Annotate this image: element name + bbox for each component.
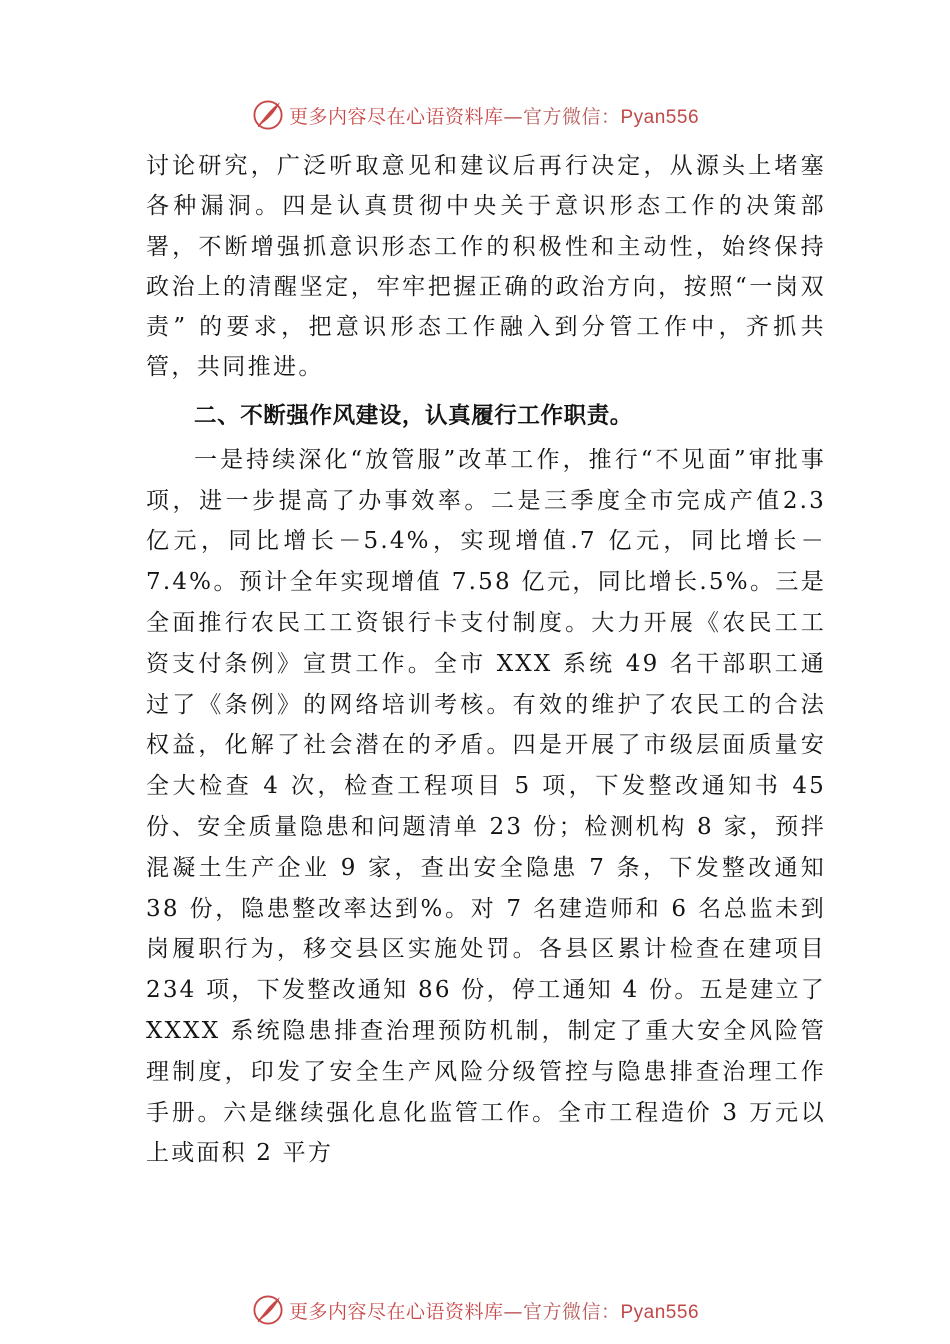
watermark-text <box>289 1297 699 1324</box>
watermark-text <box>289 102 699 129</box>
paragraph-1: 讨论研究，广泛听取意见和建议后再行决定，从源头上堵塞各种漏洞。四是认真贯彻中央关于意识形态工作的决策部署，不断增强抓意识形态工作的积极性和主动性，始终保持政治上的清醒坚定，牢牢把握正确的政治方向，按照“一岗双责” 的要求，把意识形态工作融入到分管工作中，齐抓共管，共同推进。 <box>146 153 826 381</box>
document-body <box>146 146 826 1174</box>
watermark-separator: — <box>503 105 523 128</box>
footer-watermark <box>0 1290 950 1330</box>
header-watermark <box>0 95 950 135</box>
watermark-brand: 更多内容尽在心语资料库 <box>288 105 504 128</box>
watermark-official-label: 官方微信： <box>522 1300 621 1323</box>
quill-pen-logo-icon <box>251 1293 285 1327</box>
quill-pen-logo-icon <box>251 98 285 132</box>
section-heading: 二、不断强作风建设，认真履行工作职责。 <box>194 402 633 429</box>
watermark-brand: 更多内容尽在心语资料库 <box>288 1300 504 1323</box>
watermark-handle: Pyan556 <box>620 1301 700 1323</box>
watermark-separator: — <box>503 1300 523 1323</box>
paragraph-2: 一是持续深化“放管服”改革工作，推行“不见面”审批事项，进一步提高了办事效率。二是三季度全市完成产值2.3 亿元，同比增长－5.4%，实现增值.7 亿元，同比增长－7.4%。预计全年实现增值 7.58 亿元，同比增长.5%。三是全面推行农民工工资银行卡支付制度。大力开展《农民工工资支付条例》宣贯工作。全市 XXX 系统 49 名干部职工通过了《条例》的网络培训考核。有效的维护了农民工的合法权益，化解了社会潜在的矛盾。四是开展了市级层面质量安全大检查 4 次，检查工程项目 5 项，下发整改通知书 45 份、安全质量隐患和问题清单 23 份；检测机构 8 家，预拌混凝土生产企业 9 家，查出安全隐患 7 条，下发整改通知 38 份，隐患整改率达到%。对 7 名建造师和 6 名总监未到岗履职行为，移交县区实施处罚。各县区累计检查在建项目 234 项，下发整改通知 86 份，停工通知 4 份。五是建立了 XXXX 系统隐患排查治理预防机制，制定了重大安全风险管理制度，印发了安全生产风险分级管控与隐患排查治理工作手册。六是继续强化息化监管工作。全市工程造价 3 万元以上或面积 2 平方 <box>146 446 826 1167</box>
watermark-official-label: 官方微信： <box>522 105 621 128</box>
watermark-handle: Pyan556 <box>620 106 700 128</box>
